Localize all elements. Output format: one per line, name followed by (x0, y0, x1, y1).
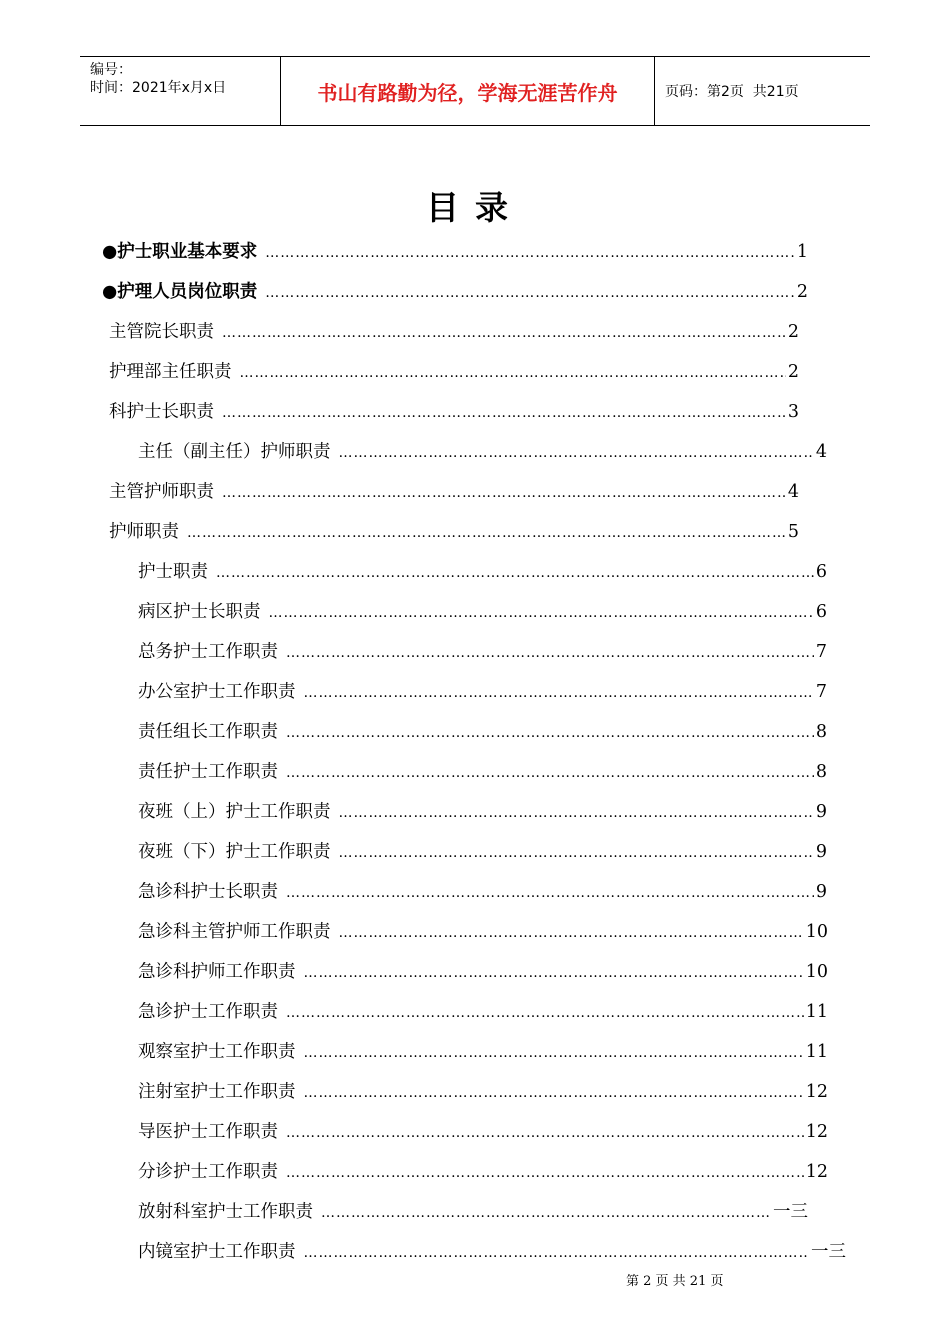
toc-leader (222, 485, 786, 501)
toc-entry-page: 5 (787, 522, 799, 542)
toc-entry[interactable] (138, 1118, 828, 1158)
toc-entry[interactable] (138, 1238, 846, 1278)
toc-entry-label: 办公室护士工作职责 (138, 682, 296, 702)
toc-entry-page: 4 (787, 482, 799, 502)
header-page-code (655, 57, 870, 125)
toc-entry[interactable] (138, 1158, 828, 1198)
toc-entry[interactable] (109, 398, 799, 438)
toc-entry-label: 主管护师职责 (109, 482, 214, 502)
toc-entry-label: 护师职责 (109, 522, 179, 542)
toc-leader (187, 525, 786, 541)
toc-entry[interactable] (138, 838, 827, 878)
toc-entry-page: 2 (796, 282, 808, 302)
toc-entry-label: 总务护士工作职责 (138, 642, 278, 662)
time-label: 时间：2021年x月x日 (90, 80, 227, 96)
toc-entry-label: 护士职责 (138, 562, 208, 582)
header-motto: 书山有路勤为径，学海无涯苦作舟 (281, 57, 655, 125)
toc-leader (216, 565, 814, 581)
toc-entry[interactable] (138, 438, 827, 478)
toc-leader (286, 885, 814, 901)
toc-entry-page: 7 (815, 642, 827, 662)
toc-entry[interactable] (109, 518, 799, 558)
toc-entry-page: 12 (805, 1122, 828, 1142)
toc-entry[interactable] (138, 758, 827, 798)
toc-leader (286, 765, 814, 781)
toc-leader (222, 325, 786, 341)
toc-entry-label: 急诊护士工作职责 (138, 1002, 278, 1022)
toc-entry-label: 观察室护士工作职责 (138, 1042, 296, 1062)
page-code-text: 页码：第2页 共21页 (665, 84, 799, 100)
toc-entry[interactable] (109, 478, 799, 518)
toc-entry-label: 病区护士长职责 (138, 602, 261, 622)
document-header (80, 56, 870, 126)
toc-entry-label: 放射科室护士工作职责 (138, 1202, 313, 1222)
toc-entry-page: 8 (815, 762, 827, 782)
toc-leader (240, 365, 786, 381)
toc-leader (286, 725, 814, 741)
toc-leader (339, 845, 814, 861)
toc-entry[interactable] (138, 998, 828, 1038)
toc-entry-label: 护理部主任职责 (109, 362, 232, 382)
toc-entry-page: 10 (805, 922, 828, 942)
toc-entry[interactable] (138, 878, 827, 918)
toc-entry-label: 急诊科主管护师工作职责 (138, 922, 331, 942)
toc-entry-label: 夜班（上）护士工作职责 (138, 802, 331, 822)
toc-leader (286, 1165, 804, 1181)
toc-entry-page: 12 (805, 1082, 828, 1102)
toc-entry-label: 夜班（下）护士工作职责 (138, 842, 331, 862)
page-title: 目录 (426, 188, 524, 227)
toc-entry-page: 11 (805, 1042, 828, 1062)
toc-entry-page: 6 (815, 562, 827, 582)
toc-entry-page: 1 (796, 242, 808, 262)
toc-entry[interactable] (138, 598, 827, 638)
toc-entry-page: 10 (805, 962, 828, 982)
toc-leader (339, 805, 814, 821)
toc-entry-label: 责任护士工作职责 (138, 762, 278, 782)
toc-entry-label: 内镜室护士工作职责 (138, 1242, 296, 1262)
toc-leader (321, 1205, 771, 1221)
toc-entry[interactable] (138, 718, 827, 758)
toc-leader (286, 1125, 804, 1141)
toc-entry[interactable] (138, 918, 828, 958)
toc-entry-label: 科护士长职责 (109, 402, 214, 422)
toc-entry-page: 7 (815, 682, 827, 702)
toc-leader (304, 685, 814, 701)
toc-entry-label: 主任（副主任）护师职责 (138, 442, 331, 462)
toc-entry-page: 2 (787, 362, 799, 382)
toc-entry[interactable] (138, 1078, 828, 1118)
toc-entry[interactable] (138, 678, 827, 718)
toc-entry-label: 急诊科护士长职责 (138, 882, 278, 902)
toc-entry[interactable] (138, 1198, 808, 1238)
toc-entry-page: 2 (787, 322, 799, 342)
toc-entry-label: ●护士职业基本要求 (102, 242, 258, 262)
toc-entry-page: 9 (815, 882, 827, 902)
toc-entry-label: 分诊护士工作职责 (138, 1162, 278, 1182)
toc-entry-label: 急诊科护师工作职责 (138, 962, 296, 982)
toc-entry[interactable] (138, 1038, 828, 1078)
toc-entry-label: 责任组长工作职责 (138, 722, 278, 742)
toc-entry-page: 12 (805, 1162, 828, 1182)
toc-leader (265, 285, 795, 301)
toc-entry-label: 主管院长职责 (109, 322, 214, 342)
toc-leader (304, 965, 804, 981)
toc-entry[interactable] (102, 278, 808, 318)
serial-label: 编号： (90, 62, 132, 78)
toc-leader (286, 1005, 804, 1021)
toc-entry[interactable] (109, 358, 799, 398)
page-footer: 第 2 页 共 21 页 (626, 1274, 724, 1289)
toc-entry[interactable] (138, 558, 827, 598)
toc-entry[interactable] (138, 798, 827, 838)
toc-entry-label: 注射室护士工作职责 (138, 1082, 296, 1102)
toc-entry-page: 一三 (773, 1202, 808, 1222)
toc-leader (265, 245, 795, 261)
toc-entry-page: 9 (815, 842, 827, 862)
toc-leader (304, 1045, 804, 1061)
header-meta (80, 57, 281, 125)
toc-leader (339, 445, 814, 461)
toc-leader (339, 925, 804, 941)
toc-entry[interactable] (102, 238, 808, 278)
toc-entry[interactable] (138, 638, 827, 678)
toc-entry-page: 4 (815, 442, 827, 462)
toc-leader (269, 605, 814, 621)
toc-entry-page: 6 (815, 602, 827, 622)
toc-leader (222, 405, 786, 421)
toc-leader (286, 645, 814, 661)
toc-entry-label: 导医护士工作职责 (138, 1122, 278, 1142)
toc-leader (304, 1085, 804, 1101)
toc-entry-page: 3 (787, 402, 799, 422)
toc-entry-page: 9 (815, 802, 827, 822)
toc-entry-page: 8 (815, 722, 827, 742)
toc-leader (304, 1245, 810, 1261)
toc-entry[interactable] (138, 958, 828, 998)
toc-entry-page: 11 (805, 1002, 828, 1022)
toc-entry-page: 一三 (811, 1242, 846, 1262)
toc-entry-label: ●护理人员岗位职责 (102, 282, 258, 302)
toc-entry[interactable] (109, 318, 799, 358)
